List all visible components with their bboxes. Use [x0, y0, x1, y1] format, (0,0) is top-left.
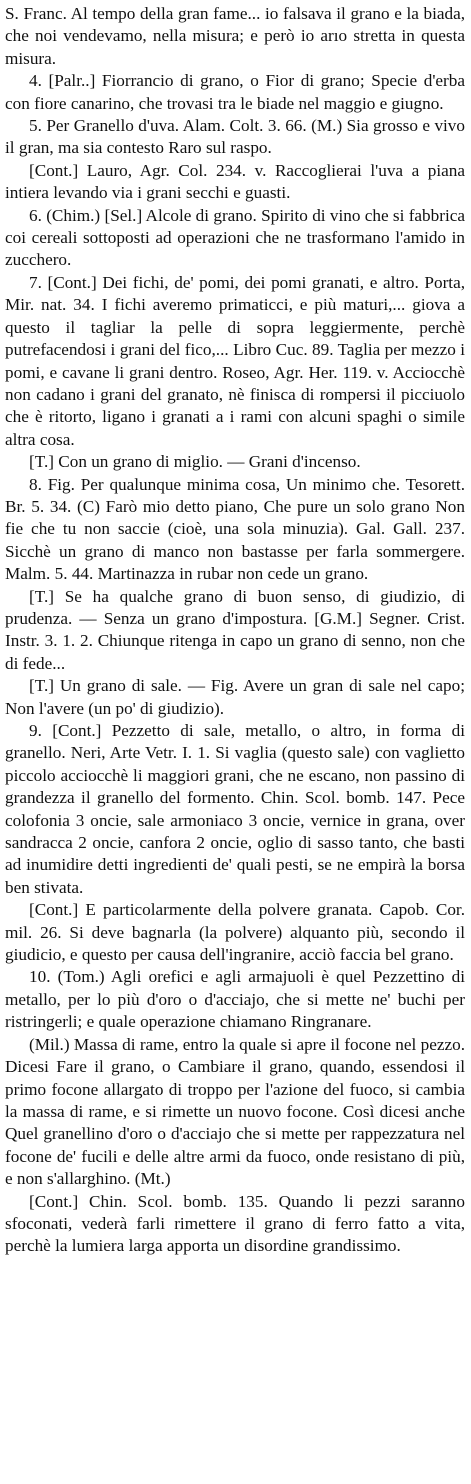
sense-10-citation-paragraph: [Cont.] Chin. Scol. bomb. 135. Quando li pezzi saranno sfoconati, vederà farli rimettere il grano di ferro fatto a vita, perchè la lumiera larga apporta un disordine grandissimo. — [5, 1191, 465, 1256]
sense-6-paragraph: 6. (Chim.) [Sel.] Alcole di grano. Spirito di vino che si fabbrica coi cereali sottoposti ad operazioni che ne trasformano l'amido in zucchero. — [5, 205, 465, 270]
sense-8-example-paragraph: [T.] Se ha qualche grano di buon senso, di giudizio, di prudenza. — Senza un grano d'impostura. [G.M.] Segner. Crist. Instr. 3. 1. 2. Chiunque ritenga in capo un grano di senno, non che di fede... — [5, 586, 465, 673]
sense-10-military-paragraph: (Mil.) Massa di rame, entro la quale si apre il focone nel pezzo. Dicesi Fare il grano, o Cambiare il grano, quando, essendosi il primo focone allargato di troppo per l'azione del fuoco, si cambia la massa di rame, e si rimette un nuovo focone. Così dicesi anche Quel granellino d'oro o d'acciajo che si mette per rappezzatura nel focone de' fucili e delle altre armi da fuoco, onde resistano di più, e non s'allarghino. (Mt.) — [5, 1034, 465, 1189]
sense-4-paragraph: 4. [Palr..] Fiorrancio di grano, o Fior di grano; Specie d'erba con fiore canarino, che trovasi tra le biade nel maggio e giugno. — [5, 71, 465, 113]
sense-5-paragraph: 5. Per Granello d'uva. Alam. Colt. 3. 66. (M.) Sia grosso e vivo il gran, ma sia contesto Raro sul raspo. — [5, 116, 465, 158]
sense-9-paragraph: 9. [Cont.] Pezzetto di sale, metallo, o altro, in forma di granello. Neri, Arte Vetr. I. 1. Si vaglia (questo sale) con vaglietto piccolo acciocchè li maggiori grani, che ne escano, non passino di grandezza il granello del formento. Chin. Scol. bomb. 147. Pece colofonia 3 oncie, sale armoniaco 3 oncie, vernice in grana, over sandracca 2 oncie, canfora 2 oncie, oglio di sasso tanto, che basti ad inumidire detti ingredienti de' quali pesti, se ne empirà la borsa ben stivata. — [5, 721, 465, 897]
sense-8-figurative-paragraph: [T.] Un grano di sale. — Fig. Avere un gran di sale nel capo; Non l'avere (un po' di giudizio). — [5, 676, 465, 718]
entry-continuation: S. Franc. Al tempo della gran fame... io falsava il grano e la biada, che noi vendevamo, nella misura; e però io arıo stretta in questa misura. — [5, 4, 465, 68]
sense-7-paragraph: 7. [Cont.] Dei fichi, de' pomi, dei pomi granati, e altro. Porta, Mir. nat. 34. I fichi averemo primaticci, e più maturi,... giova a questo il tagliar la pelle di sopra leggiermente, perchè putrefacendosi i grani del fico,... Libro Cuc. 89. Taglia per mezzo i pomi, e cavane li grani dentro. Roseo, Agr. Her. 119. v. Acciocchè non cadano i grani del granato, nè finisca di rompersi il picciuolo che è ritorto, ligano i granati a i rami con alcuni spaghi o simile altra cosa. — [5, 272, 465, 449]
sense-10-paragraph: 10. (Tom.) Agli orefici e agli armajuoli è quel Pezzettino di metallo, per lo più d'oro o d'acciajo, che si mette ne' buchi per ristringerli; e quale operazione chiamano Ringranare. — [5, 967, 465, 1032]
sense-9-citation-paragraph: [Cont.] E particolarmente della polvere granata. Capob. Cor. mil. 26. Si deve bagnarla (la polvere) alquanto più, secondo il giudicio, e questo per causa dell'ingranire, acciò faccia bel grano. — [5, 900, 465, 965]
sense-8-paragraph: 8. Fig. Per qualunque minima cosa, Un minimo che. Tesorett. Br. 5. 34. (C) Farò mio detto piano, Che pure un solo grano Non fie che tu non saccie (cioè, una sola minuzia). Gal. Gall. 237. Sicchè un grano di manco non bastasse per farla sommergere. Malm. 5. 44. Martinazza in rubar non cede un grano. — [5, 474, 465, 584]
sense-5-citation-paragraph: [Cont.] Lauro, Agr. Col. 234. v. Raccoglierai l'uva a piana intiera levando via i grani secchi e guasti. — [5, 160, 465, 203]
sense-7-example-paragraph: [T.] Con un grano di miglio. — Grani d'incenso. — [29, 452, 361, 472]
